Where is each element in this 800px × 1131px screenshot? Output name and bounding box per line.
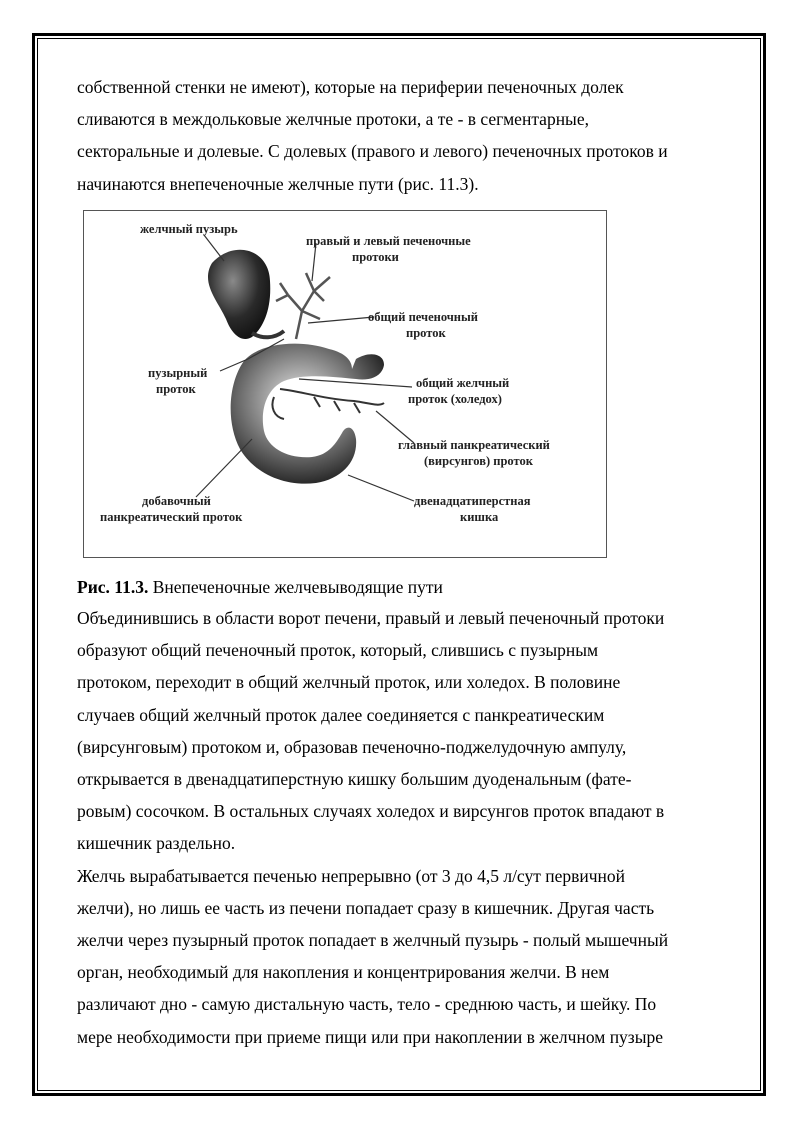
figure-biliary-tract [83, 210, 607, 558]
label-gallbladder: желчный пузырь [140, 222, 238, 236]
figure-caption [77, 571, 443, 603]
label-hepatic-ducts-2: протоки [352, 250, 399, 264]
label-cystic-1: пузырный [148, 366, 208, 380]
caption-label: Рис. 11.3. [77, 577, 149, 597]
pancreatic-ducts [272, 389, 384, 419]
text-line: орган, необходимый для накопления и концентрирования желчи. В нем [77, 962, 610, 983]
text-line: открывается в двенадцатиперстную кишку большим дуоденальным (фате- [77, 769, 632, 790]
text-line: секторальные и долевые. С долевых (правого и левого) печеночных протоков и [77, 141, 668, 162]
label-cystic-2: проток [156, 382, 196, 396]
text-line: желчи), но лишь ее часть из печени попадает сразу в кишечник. Другая часть [77, 897, 655, 918]
text-line: образуют общий печеночный проток, который, слившись с пузырным [77, 640, 599, 661]
label-common-bile-2: проток (холедох) [408, 392, 502, 406]
label-main-pancreatic-2: (вирсунгов) проток [424, 454, 533, 468]
text-line: Желчь вырабатывается печенью непрерывно (от 3 до 4,5 л/сут первичной [77, 865, 626, 886]
text-line: собственной стенки не имеют), которые на периферии печеночных долек [77, 77, 624, 97]
text-line: кишечник раздельно. [77, 833, 236, 854]
biliary-illustration [84, 211, 608, 559]
label-accessory-1: добавочный [142, 494, 211, 508]
hepatic-ducts-tree [276, 273, 330, 339]
label-common-hepatic-2: проток [406, 326, 446, 340]
caption-text: Внепеченочные желчевыводящие пути [148, 577, 443, 597]
label-main-pancreatic-1: главный панкреатический [398, 438, 550, 452]
text-line: сливаются в междольковые желчные протоки, а те - в сегментарные, [77, 109, 589, 130]
text-line: случаев общий желчный проток далее соединяется с панкреатическим [77, 704, 605, 725]
label-duodenum-2: кишка [460, 510, 499, 524]
text-line: мере необходимости при приеме пищи или при накоплении в желчном пузыре [77, 1026, 663, 1047]
paragraph-2 [77, 602, 727, 1053]
text-line: ровым) сосочком. В остальных случаях холедох и вирсунгов проток впадают в [77, 801, 665, 822]
label-common-bile-1: общий желчный [416, 376, 510, 390]
duodenum-shape [231, 344, 384, 484]
text-line: протоком, переходит в общий желчный проток, или холедох. В половине [77, 672, 621, 693]
label-duodenum-1: двенадцатиперстная [414, 494, 531, 508]
label-hepatic-ducts-1: правый и левый печеночные [306, 234, 471, 248]
text-line: начинаются внепеченочные желчные пути (рис. 11.3). [77, 173, 479, 194]
text-line: (вирсунговым) протоком и, образовав печеночно-поджелудочную ампулу, [77, 736, 627, 757]
text-line: различают дно - самую дистальную часть, тело - среднюю часть, и шейку. По [77, 994, 657, 1015]
label-common-hepatic-1: общий печеночный [368, 310, 478, 324]
paragraph-1 [77, 71, 727, 200]
text-line: Объединившись в области ворот печени, правый и левый печеночный протоки [77, 608, 665, 628]
label-accessory-2: панкреатический проток [100, 510, 243, 524]
text-line: желчи через пузырный проток попадает в желчный пузырь - полый мышечный [77, 930, 669, 951]
gallbladder-shape [208, 250, 270, 339]
